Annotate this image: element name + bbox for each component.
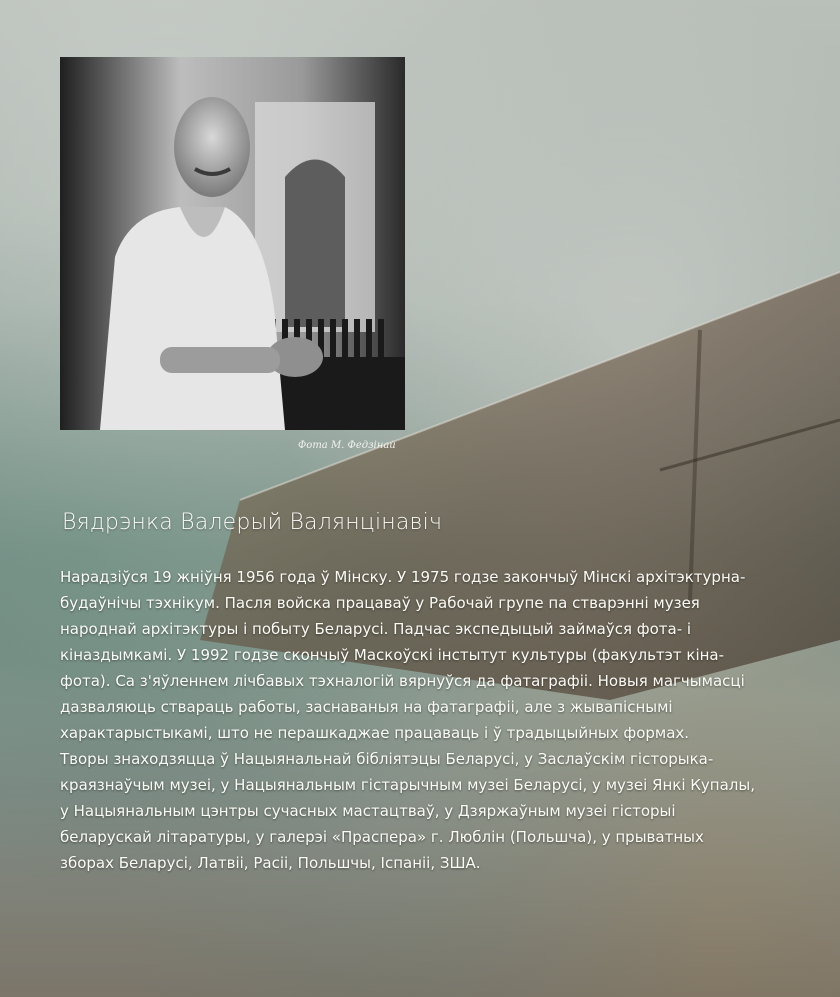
photo-credit-caption: Фота М. Федзінай bbox=[298, 440, 396, 451]
biography-text bbox=[60, 564, 760, 876]
portrait-image bbox=[60, 57, 405, 430]
biography-paragraph-1: Нарадзіўся 19 жніўня 1956 года ў Мінску. У 1975 годзе закончыў Мінскі архітэктурна-будаўнічы тэхнікум. Пасля войска працаваў у Рабочай групе па стварэнні музея народнай архітэктуры і побыту Беларусі. Падчас экспедыцый займаўся фота- і кіназдымкамі. У 1992 годзе скончыў Маскоўскі інстытут культуры (факультэт кіна-фота). Са з'яўленнем лічбавых тэхналогій вярнуўся да фатаграфіі. Новыя магчымасці дазваляюць ствараць работы, заснаваныя на фатаграфіі, але з жывапіснымі характарыстыкамі, што не перашкаджае працаваць і ў традыцыйных формах. bbox=[60, 568, 746, 742]
artist-portrait-photo bbox=[60, 57, 405, 430]
artist-name-heading: Вядрэнка Валерый Валянцінавіч bbox=[62, 510, 443, 535]
biography-paragraph-2: Творы знаходзяцца ў Нацыянальнай бібліятэцы Беларусі, у Заслаўскім гісторыка-краязнаўчым музеі, у Нацыянальным гістарычным музеі Беларусі, у музеі Янкі Купалы, у Нацыянальным цэнтры сучасных мастацтваў, у Дзяржаўным музеі гісторыі беларускай літаратуры, у галерэі «Праспера» г. Люблін (Польшча), у прыватных зборах Беларусі, Латвіі, Расіі, Польшчы, Іспаніі, ЗША. bbox=[60, 750, 755, 872]
